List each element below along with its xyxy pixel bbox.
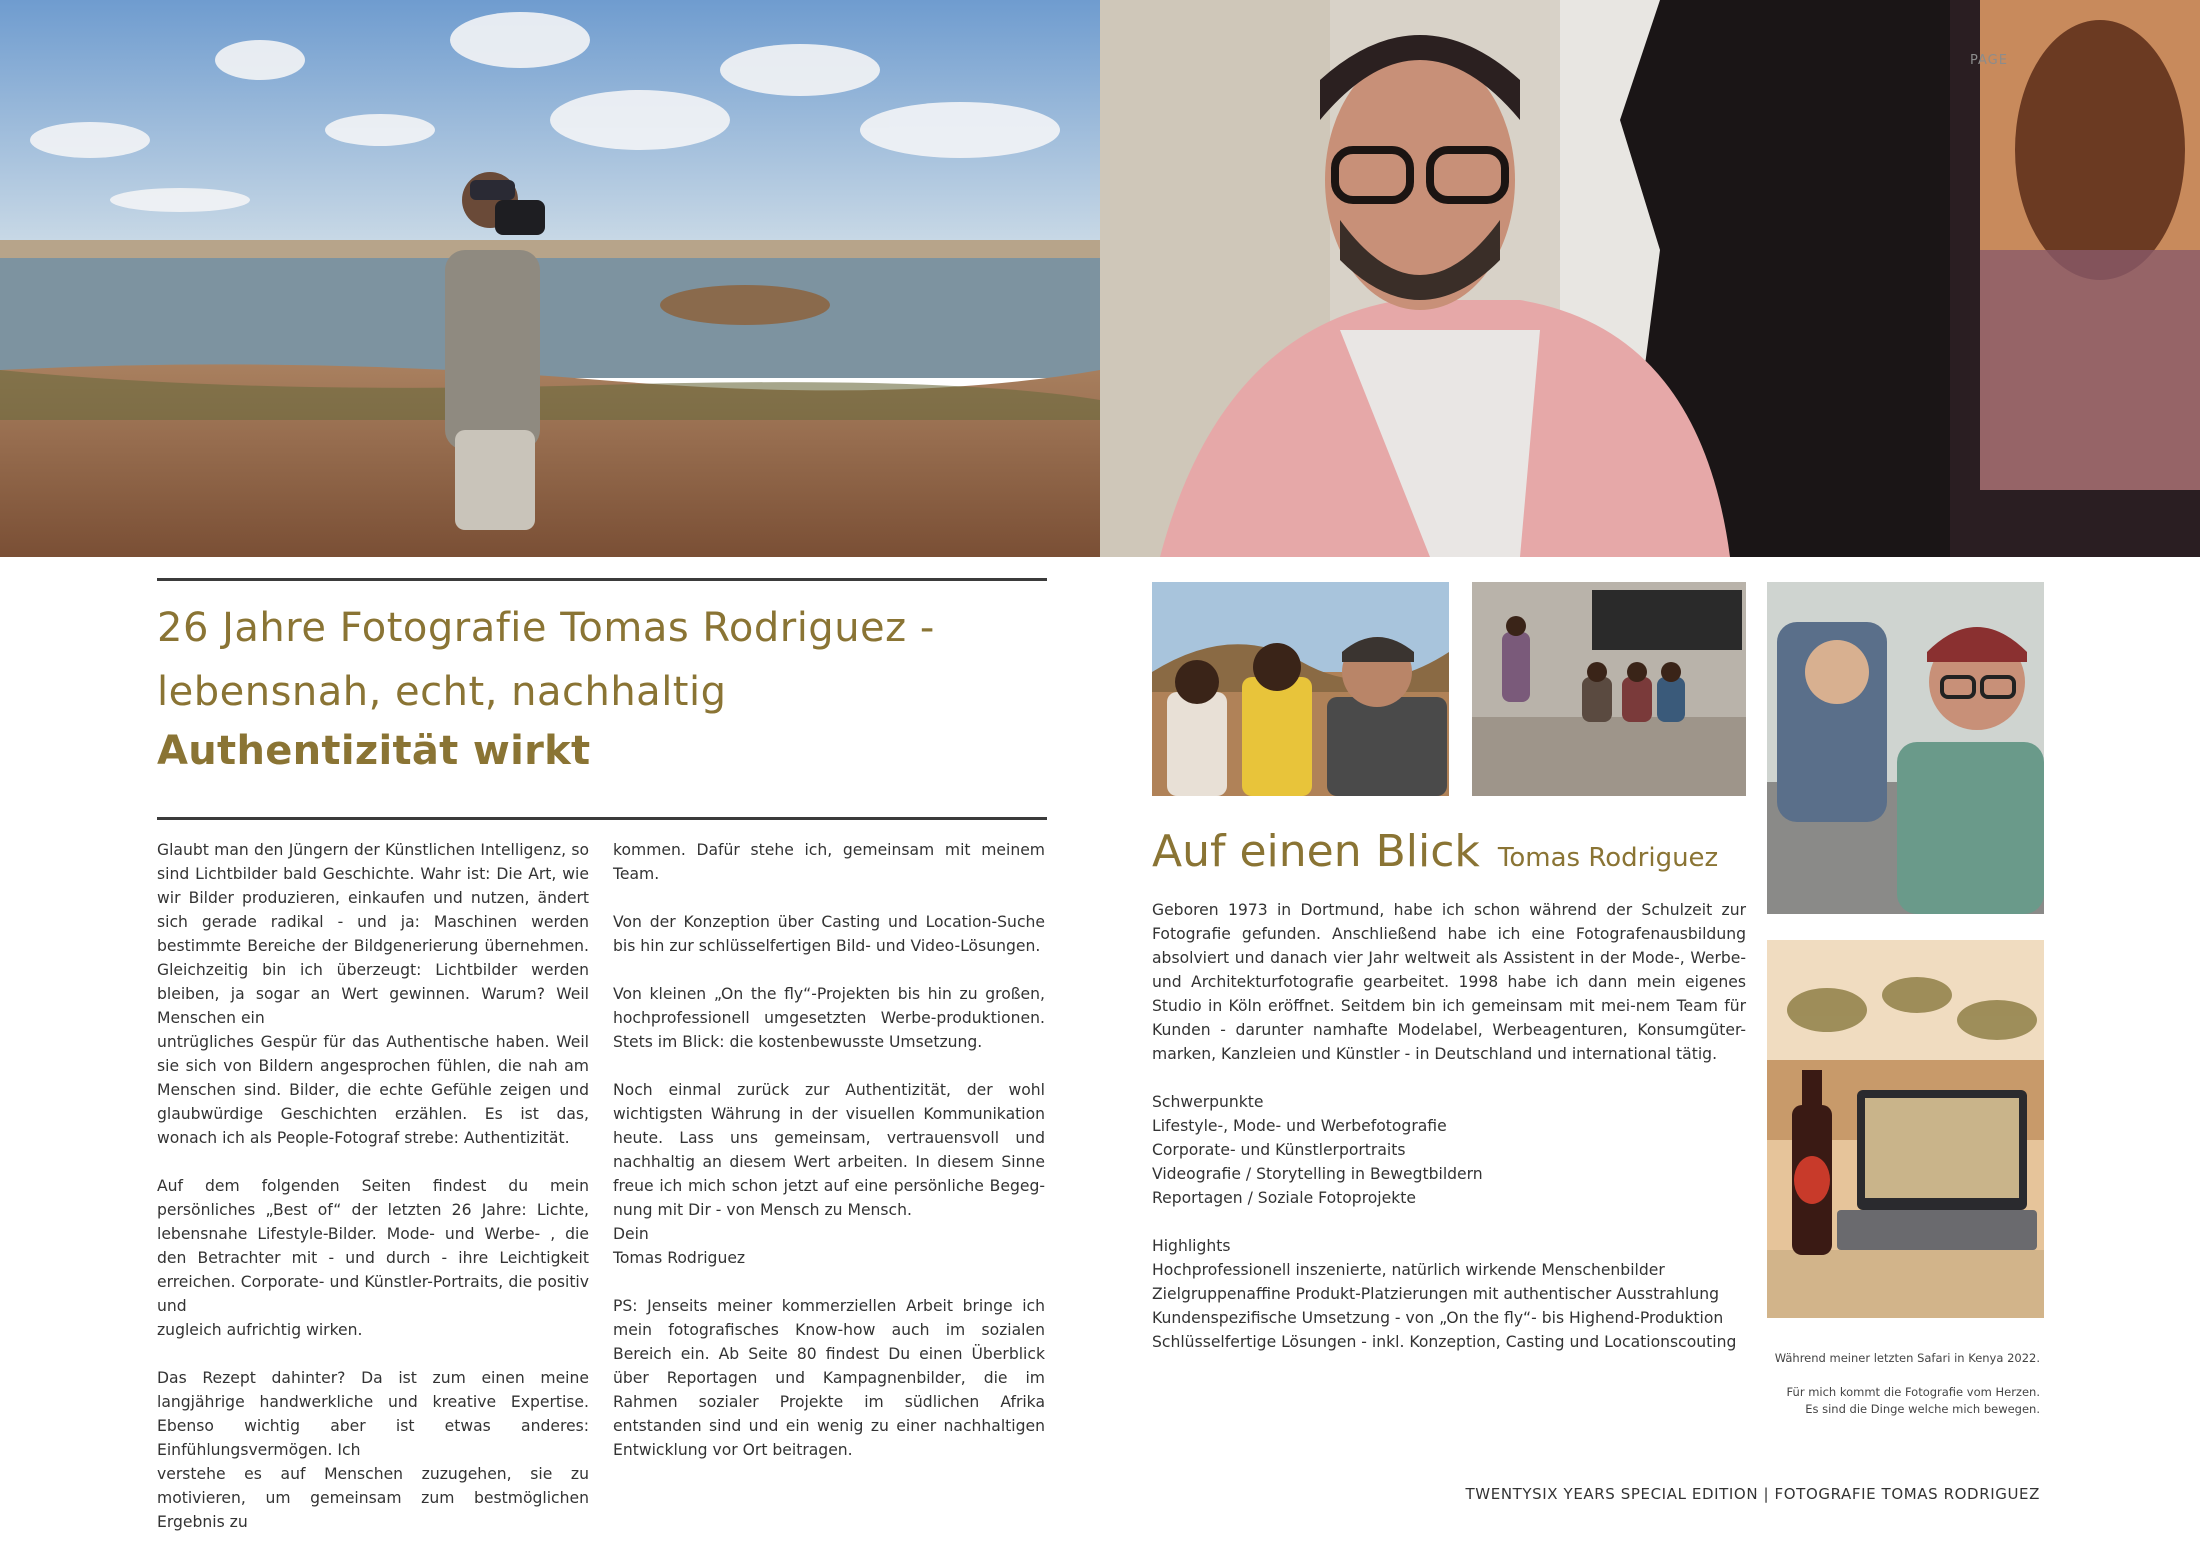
blick-bio: Geboren 1973 in Dortmund, habe ich schon während der Schulzeit zur Fotografie gefunden. Anschließend habe ich eine Fotografenausbildung absolviert und danach vier Jahr weltweit als Assistent in der Mode-, Werbe- und Architekturfotografie gearbeitet. 1998 habe ich dann mein eigenes Studio in Köln eröffnet. Seitdem bin ich gemeinsam mit mei-nem Team für Kunden - darunter namhafte Modelabel, Werbeagenturen, Konsumgüter-marken, Kanzleien und Künstler - in Deutschland und international tätig. xyxy=(1152,901,1746,1063)
intro-paragraph xyxy=(157,1030,589,1150)
photo-portrait-tomas xyxy=(1100,0,2200,557)
intro-p3: Das Rezept dahinter? Da ist zum einen meine langjährige handwerkliche und kreative Expertise. Ebenso wichtig aber ist etwas anderes: Einfühlungsvermögen. Ich xyxy=(157,1369,589,1459)
page-title-line2: lebensnah, echt, nachhaltig xyxy=(157,669,727,715)
highlights-section xyxy=(1152,1234,1746,1354)
photo-children-selfie xyxy=(1152,582,1449,796)
intro-p1: Glaubt man den Jüngern der Künstlichen Intelligenz, so sind Lichtbilder bald Geschichte. Wahr ist: Die Art, wie wir Bilder produzieren, einkaufen und nutzen, ändert sich gerade radikal - und ja: Maschinen werden bestimmte Bereiche der Bildgenerierung übernehmen. Gleichzeitig bin ich überzeugt: Lichtbilder werden bleiben, ja sogar an Wert gewinnen. Warum? Weil Menschen ein xyxy=(157,841,589,1027)
photo-children-classroom xyxy=(1472,582,1746,796)
page-label: PAGE xyxy=(1970,53,2008,68)
photo-lake-photographer xyxy=(0,0,1100,557)
title-rule-top xyxy=(157,578,1047,581)
intro-column-right xyxy=(613,838,1045,1486)
mid-p1: kommen. Dafür stehe ich, gemeinsam mit meinem Team. xyxy=(613,841,1045,883)
intro-p3b: verstehe es auf Menschen zuzugehen, sie zu motivieren, um gemeinsam zum bestmöglichen Ergebnis zu xyxy=(157,1465,589,1531)
highlight-item: Kundenspezifische Umsetzung - von „On the fly“- bis Highend-Produktion xyxy=(1152,1309,1724,1327)
highlight-item: Schlüsselfertige Lösungen - inkl. Konzeption, Casting und Locationscouting xyxy=(1152,1333,1737,1351)
page-subtitle: Authentizität wirkt xyxy=(157,728,591,774)
highlight-item: Hochprofessionell inszenierte, natürlich wirkende Menschenbilder xyxy=(1152,1261,1665,1279)
page-footer: TWENTYSIX YEARS SPECIAL EDITION | FOTOGRAFIE TOMAS RODRIGUEZ xyxy=(1465,1485,2040,1503)
blick-column xyxy=(1152,898,1746,1354)
intro-paragraph xyxy=(157,1174,589,1318)
focus-item: Reportagen / Soziale Fotoprojekte xyxy=(1152,1189,1416,1207)
mid-p2: Von der Konzeption über Casting und Location-Suche bis hin zur schlüsselfertigen Bild- und Video-Lösungen. xyxy=(613,913,1045,955)
intro-column-left xyxy=(157,838,589,1534)
focus-item: Lifestyle-, Mode- und Werbefotografie xyxy=(1152,1117,1447,1135)
photo-caption xyxy=(1750,1350,2040,1418)
caption-line1: Während meiner letzten Safari in Kenya 2022. xyxy=(1774,1351,2040,1365)
intro-p2b: zugleich aufrichtig wirken. xyxy=(157,1321,363,1339)
mid-p4: Noch einmal zurück zur Authentizität, der wohl wichtigsten Währung in der visuellen Kommunikation heute. Lass uns gemeinsam, vertrauensvoll und nachhaltig an diesem Wert arbeiten. In diesem Sinne freue ich mich schon jetzt auf eine persönliche Begeg-nung mit Dir - von Mensch zu Mensch. xyxy=(613,1081,1045,1219)
focus-item: Corporate- und Künstlerportraits xyxy=(1152,1141,1406,1159)
caption-line2: Für mich kommt die Fotografie vom Herzen. xyxy=(1786,1385,2040,1399)
focus-section xyxy=(1152,1090,1746,1210)
signature-name: Tomas Rodriguez xyxy=(613,1249,746,1267)
photo-safari-laptop xyxy=(1767,940,2044,1318)
intro-paragraph xyxy=(157,1318,589,1342)
signature-greeting: Dein xyxy=(613,1225,649,1243)
mid-ps: PS: Jenseits meiner kommerziellen Arbeit bringe ich mein fotografisches Know-how auch im sozialen Bereich ein. Ab Seite 80 findest Du einen Überblick über Reportagen und Kampagnenbilder, die im Rahmen sozialer Projekte im südlichen Afrika entstanden sind und ein wenig zu einer nachhaltigen Entwicklung vor Ort beitragen. xyxy=(613,1297,1045,1459)
photo-father-child-hike xyxy=(1767,582,2044,914)
blick-heading-sub: Tomas Rodriguez xyxy=(1497,843,1719,873)
intro-paragraph xyxy=(157,1462,589,1534)
page-title-line1: 26 Jahre Fotografie Tomas Rodriguez - xyxy=(157,605,935,651)
highlights-title: Highlights xyxy=(1152,1237,1231,1255)
focus-item: Videografie / Storytelling in Bewegtbildern xyxy=(1152,1165,1483,1183)
intro-p1b: untrügliches Gespür für das Authentische haben. Weil sie sich von Bildern angesprochen fühlen, die nah am Menschen sind. Bilder, die echte Gefühle zeigen und glaubwürdige Geschichten erzählen. Es ist das, wonach ich als People-Fotograf strebe: Authentizität. xyxy=(157,1033,589,1147)
intro-paragraph xyxy=(157,838,589,1030)
focus-title: Schwerpunkte xyxy=(1152,1093,1264,1111)
mid-p3: Von kleinen „On the fly“-Projekten bis hin zu großen, hochprofessionell umgesetzten Werbe-produktionen. Stets im Blick: die kostenbewusste Umsetzung. xyxy=(613,985,1045,1051)
title-rule-bottom xyxy=(157,817,1047,820)
intro-paragraph xyxy=(157,1366,589,1462)
page-title xyxy=(157,596,1057,724)
highlight-item: Zielgruppenaffine Produkt-Platzierungen mit authentischer Ausstrahlung xyxy=(1152,1285,1720,1303)
caption-line3: Es sind die Dinge welche mich bewegen. xyxy=(1805,1402,2040,1416)
blick-heading-main: Auf einen Blick xyxy=(1152,826,1480,877)
blick-heading xyxy=(1152,826,1718,877)
intro-p2: Auf dem folgenden Seiten findest du mein persönliches „Best of“ der letzten 26 Jahre: Lichte, lebensnahe Lifestyle-Bilder. Mode- und Werbe- , die den Betrachter mit - und durch - ihre Leichtigkeit erreichen. Corporate- und Künstler-Portraits, die positiv und xyxy=(157,1177,589,1315)
